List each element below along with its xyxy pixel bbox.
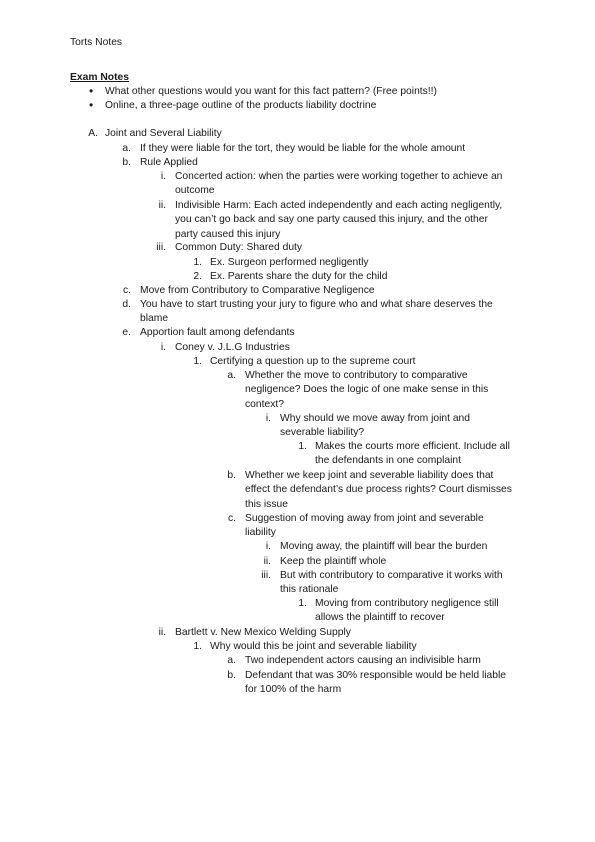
bullet-icon: • [89, 84, 94, 98]
outline-item-text: Whether the move to contributory to comparative [245, 370, 468, 381]
outline-marker: i. [265, 541, 271, 552]
outline-marker: i. [160, 171, 166, 182]
outline-marker: b. [227, 670, 236, 681]
outline-marker: A. [88, 128, 98, 139]
exam-notes-heading: Exam Notes [70, 72, 129, 83]
outline-item-text: Moving away, the plaintiff will bear the burden [280, 541, 488, 552]
outline-item-text: blame [140, 313, 169, 325]
outline-item-text: severable liability? [280, 427, 365, 439]
outline-item-text: Indivisible Harm: Each acted independently and each acting negligently, [175, 200, 503, 211]
outline-item-text: You have to start trusting your jury to figure who and what share deserves the [140, 299, 493, 310]
outline-item-text: the defendants in one complaint [315, 455, 461, 467]
outline-marker: 1. [193, 641, 202, 652]
outline-marker: ii. [158, 200, 166, 211]
outline-item-text: allows the plaintiff to recover [315, 612, 445, 624]
outline-marker: i. [265, 413, 271, 424]
outline-item-text: But with contributory to comparative it works with [280, 570, 503, 581]
outline-item-text: Apportion fault among defendants [140, 327, 295, 338]
document-title: Torts Notes [70, 37, 123, 48]
outline-item-text: Keep the plaintiff whole [280, 556, 387, 567]
outline-item-text: context? [245, 398, 284, 410]
outline-item-text: effect the defendant’s due process rights? Court dismisses [245, 484, 512, 496]
outline-marker: iii. [156, 242, 166, 253]
outline-marker: ii. [263, 556, 271, 567]
outline-marker: c. [227, 513, 236, 524]
outline-item-text: outcome [175, 185, 215, 197]
outline-marker: i. [160, 342, 166, 353]
outline-marker: 1. [298, 441, 307, 452]
bullet-icon: • [89, 98, 94, 112]
outline-marker: 2. [193, 271, 202, 282]
outline-item-text: Move from Contributory to Comparative Negligence [140, 285, 375, 296]
outline-item-text: this issue [245, 498, 288, 510]
outline-marker: ii. [158, 627, 166, 638]
outline-item-text: Suggestion of moving away from joint and severable [245, 513, 484, 524]
outline-marker: e. [122, 327, 131, 338]
outline-item-text: Bartlett v. New Mexico Welding Supply [175, 627, 351, 638]
outline-item-text: you can’t go back and say one party caused this injury, and the other [175, 214, 488, 226]
outline-marker: a. [227, 370, 236, 381]
outline-marker: a. [122, 143, 131, 154]
outline-item-text: Whether we keep joint and severable liability does that [245, 470, 494, 481]
outline-item-text: Certifying a question up to the supreme court [210, 356, 416, 367]
outline-item-text: for 100% of the harm [245, 684, 342, 696]
outline-item-text: Joint and Several Liability [105, 128, 222, 139]
outline-marker: a. [227, 655, 236, 666]
outline-item-text: liability [245, 527, 276, 539]
bullet-item-text: What other questions would you want for this fact pattern? (Free points!!) [105, 86, 437, 97]
outline-item-text: Ex. Parents share the duty for the child [210, 271, 388, 282]
outline-item-text: Concerted action: when the parties were working together to achieve an [175, 171, 503, 182]
outline-item-text: Makes the courts more efficient. Include all [315, 441, 510, 452]
outline-marker: c. [122, 285, 131, 296]
outline-item-text: Defendant that was 30% responsible would be held liable [245, 670, 507, 681]
outline-marker: 1. [193, 356, 202, 367]
outline-item-text: party caused this injury [175, 228, 281, 240]
outline-marker: 1. [193, 257, 202, 268]
outline-item-text: Common Duty: Shared duty [175, 242, 303, 253]
outline-item-text: Two independent actors causing an indivisible harm [245, 655, 481, 666]
outline-item-text: Why would this be joint and severable liability [210, 641, 417, 652]
bullet-item-text: Online, a three-page outline of the products liability doctrine [105, 100, 377, 111]
outline-item-text: this rationale [280, 584, 339, 596]
outline-marker: 1. [298, 598, 307, 609]
outline-item-text: Coney v. J.L.G Industries [175, 342, 290, 353]
outline-marker: b. [122, 157, 131, 168]
outline-marker: d. [122, 299, 131, 310]
outline-item-text: If they were liable for the tort, they would be liable for the whole amount [140, 143, 466, 154]
outline-item-text: Rule Applied [140, 157, 198, 168]
outline-item-text: Moving from contributory negligence still [315, 598, 499, 609]
outline-marker: b. [227, 470, 236, 481]
outline-marker: iii. [261, 570, 271, 581]
outline-item-text: Ex. Surgeon performed negligently [210, 257, 369, 268]
outline-item-text: negligence? Does the logic of one make sense in this [245, 384, 489, 396]
outline-item-text: Why should we move away from joint and [280, 413, 471, 424]
